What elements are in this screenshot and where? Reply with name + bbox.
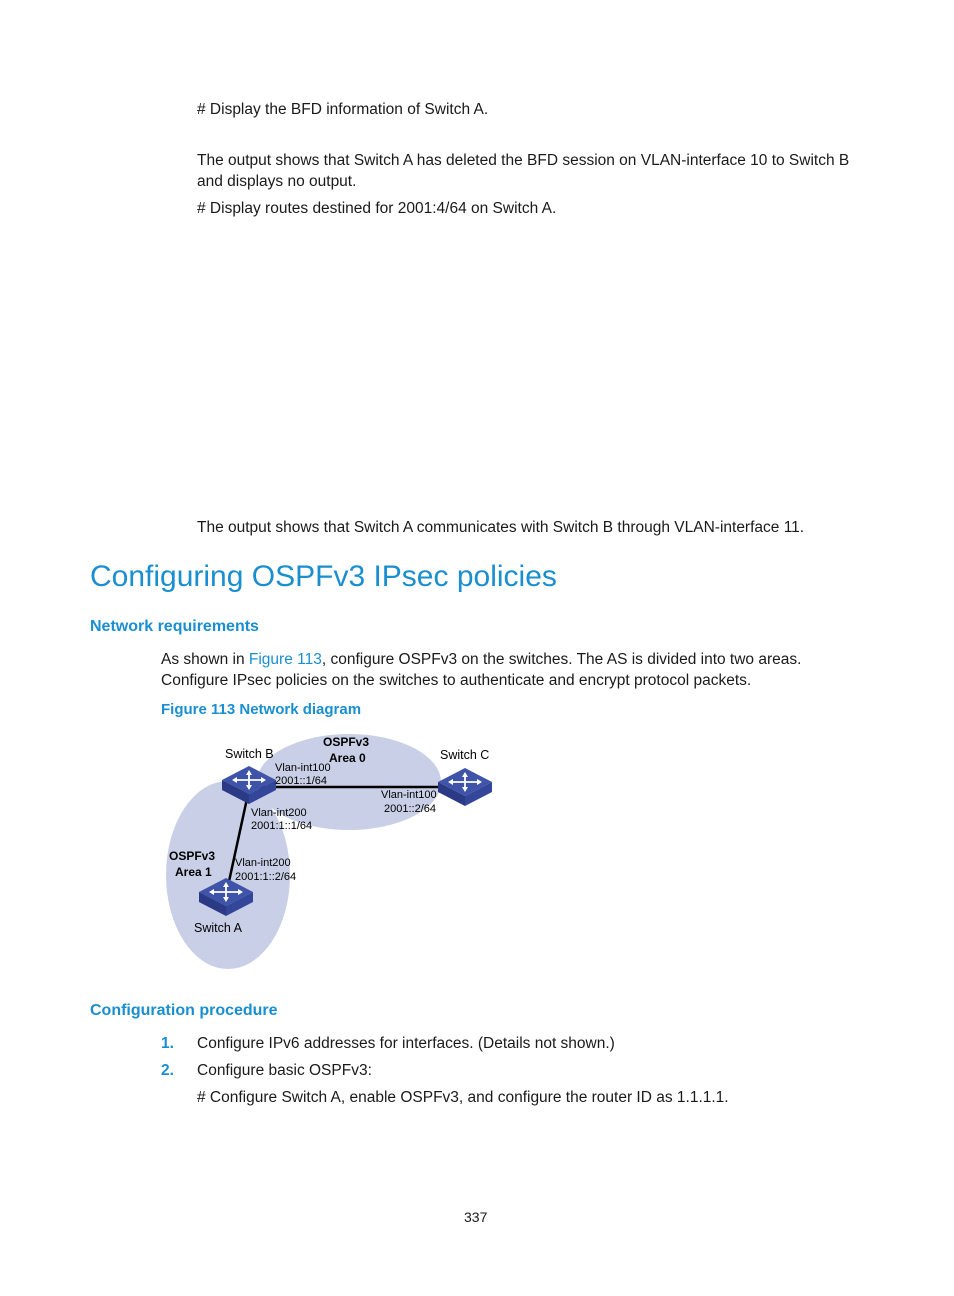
- step-2-subtext: # Configure Switch A, enable OSPFv3, and configure the router ID as 1.1.1.1.: [197, 1089, 729, 1106]
- switch-a-vlan200-label: Vlan-int200: [235, 857, 291, 869]
- figure-caption: Figure 113 Network diagram: [161, 701, 362, 718]
- text-after-link: , configure OSPFv3 on the switches. The AS is divided into two areas. Configure IPsec policies on the switches to authenticate and encrypt protocol packets.: [161, 651, 802, 689]
- step-2-text: Configure basic OSPFv3:: [197, 1062, 372, 1079]
- text-before-link: As shown in: [161, 651, 249, 668]
- configuration-procedure-heading: Configuration procedure: [90, 1002, 278, 1019]
- switch-c-vlan100-label: Vlan-int100: [381, 789, 437, 801]
- paragraph-bfd-output: The output shows that Switch A has deleted the BFD session on VLAN-interface 10 to Switch B and displays no output.: [197, 152, 850, 190]
- switch-b-vlan200-address: 2001:1::1/64: [251, 820, 313, 832]
- area-0-label-line2: Area 0: [329, 751, 366, 765]
- switch-b-vlan100-address: 2001::1/64: [275, 775, 327, 787]
- network-requirements-text: [161, 649, 871, 691]
- network-diagram: [160, 728, 510, 976]
- switch-b-vlan100-label: Vlan-int100: [275, 762, 331, 774]
- switch-c-label: Switch C: [440, 748, 490, 762]
- step-2-number: 2.: [161, 1062, 174, 1079]
- switch-c-vlan100-address: 2001::2/64: [384, 803, 436, 815]
- step-1-text: Configure IPv6 addresses for interfaces. (Details not shown.): [197, 1035, 615, 1052]
- paragraph-display-routes: # Display routes destined for 2001:4/64 on Switch A.: [197, 200, 557, 217]
- step-1: [161, 1033, 615, 1054]
- step-2: [161, 1060, 372, 1081]
- network-requirements-heading: Network requirements: [90, 618, 259, 635]
- paragraph-routes-output: The output shows that Switch A communicates with Switch B through VLAN-interface 11.: [197, 519, 805, 536]
- step-1-number: 1.: [161, 1035, 174, 1052]
- figure-113-link[interactable]: Figure 113: [248, 651, 322, 668]
- switch-b-label: Switch B: [225, 747, 274, 761]
- switch-a-vlan200-address: 2001:1::2/64: [235, 871, 297, 883]
- switch-c-icon: [438, 768, 492, 806]
- area-1-label-line1: OSPFv3: [169, 849, 216, 863]
- switch-a-label: Switch A: [194, 921, 242, 935]
- switch-b-vlan200-label: Vlan-int200: [251, 807, 307, 819]
- page-number: 337: [464, 1209, 488, 1225]
- section-title: Configuring OSPFv3 IPsec policies: [90, 560, 557, 593]
- area-1-label-line2: Area 1: [175, 865, 212, 879]
- area-0-label-line1: OSPFv3: [323, 735, 370, 749]
- paragraph-display-bfd: # Display the BFD information of Switch A.: [197, 101, 489, 118]
